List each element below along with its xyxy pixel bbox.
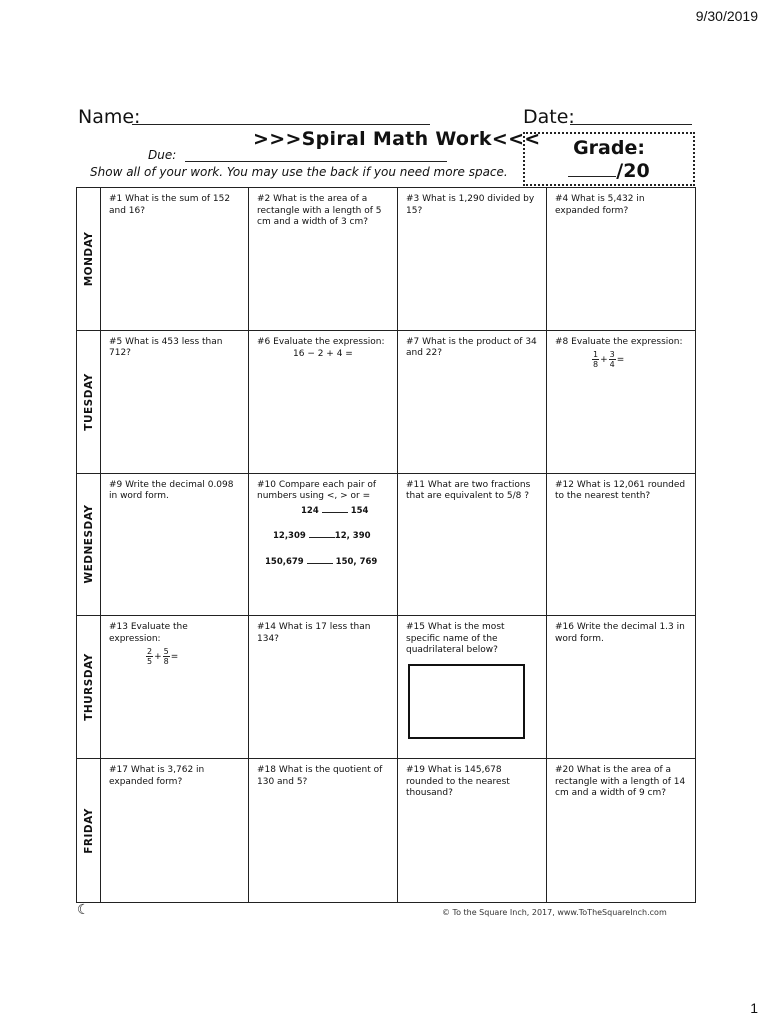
name-label: Name:	[78, 106, 141, 128]
fraction: $\frac{5}{8}$	[163, 647, 169, 667]
due-line	[185, 161, 447, 162]
problem-10: #10 Compare each pair of numbers using <, > or = 124 154 12,309 12, 390 150,679 150, 769	[249, 474, 398, 617]
date-line	[570, 124, 692, 125]
grade-score	[523, 160, 695, 182]
problem-19: #19 What is 145,678 rounded to the nearest thousand?	[398, 759, 547, 902]
problem-5: #5 What is 453 less than 712?	[101, 331, 249, 474]
problem-2: #2 What is the area of a rectangle with a length of 5 cm and a width of 3 cm?	[249, 188, 398, 331]
due-label: Due:	[148, 148, 177, 162]
date-label: Date:	[523, 106, 575, 128]
fraction: $\frac{1}{8}$	[593, 350, 599, 370]
problem-13: #13 Evaluate the expression: $\frac{2}{5}$ + $\frac{5}{8}$ =	[101, 616, 249, 759]
problem-14: #14 What is 17 less than 134?	[249, 616, 398, 759]
grade-total: /20	[616, 160, 650, 182]
problem-6: #6 Evaluate the expression: 16 − 2 + 4 =	[249, 331, 398, 474]
compare-pair: 124 154	[301, 505, 369, 516]
instructions: Show all of your work. You may use the back if you need more space.	[90, 165, 508, 179]
problem-grid	[76, 187, 696, 903]
problem-3: #3 What is 1,290 divided by 15?	[398, 188, 547, 331]
moon-icon: ☾	[77, 902, 90, 918]
page-number: 1	[750, 1000, 758, 1016]
problem-16: #16 Write the decimal 1.3 in word form.	[547, 616, 695, 759]
problem-1: #1 What is the sum of 152 and 16?	[101, 188, 249, 331]
problem-20: #20 What is the area of a rectangle with a length of 14 cm and a width of 9 cm?	[555, 765, 686, 799]
day-label-thursday: THURSDAY	[77, 616, 101, 759]
day-label-wednesday: WEDNESDAY	[77, 474, 101, 617]
problem-18: #18 What is the quotient of 130 and 5?	[249, 759, 398, 902]
print-date: 9/30/2019	[695, 8, 758, 24]
grade-label: Grade:	[573, 137, 645, 159]
fraction: $\frac{2}{5}$	[147, 647, 153, 667]
day-label-friday: FRIDAY	[77, 759, 101, 902]
name-line	[132, 124, 430, 125]
problem-8-expression: $\frac{1}{8}$ + $\frac{3}{4}$ =	[593, 350, 625, 370]
grade-blank	[568, 160, 616, 177]
quadrilateral-figure	[408, 664, 525, 739]
problem-15: #15 What is the most specific name of the quadrilateral below?	[398, 616, 547, 759]
worksheet-title: >>>Spiral Math Work<<<	[253, 128, 541, 150]
compare-pair: 12,309 12, 390	[273, 531, 371, 542]
problem-8: #8 Evaluate the expression: $\frac{1}{8}$ + $\frac{3}{4}$ =	[547, 331, 695, 474]
copyright-notice: © To the Square Inch, 2017, www.ToTheSquareInch.com	[442, 908, 667, 917]
problem-7: #7 What is the product of 34 and 22?	[398, 331, 547, 474]
problem-12: #12 What is 12,061 rounded to the nearest tenth?	[547, 474, 695, 617]
problem-17: #17 What is 3,762 in expanded form?	[101, 759, 249, 902]
problem-11: #11 What are two fractions that are equivalent to 5/8 ?	[398, 474, 547, 617]
problem-4: #4 What is 5,432 in expanded form?	[547, 188, 695, 331]
compare-pair: 150,679 150, 769	[265, 556, 378, 567]
problem-9: #9 Write the decimal 0.098 in word form.	[101, 474, 249, 617]
problem-6-expression: 16 − 2 + 4 =	[293, 349, 353, 360]
problem-13-expression: $\frac{2}{5}$ + $\frac{5}{8}$ =	[147, 647, 179, 667]
day-label-tuesday: TUESDAY	[77, 331, 101, 474]
fraction: $\frac{3}{4}$	[609, 350, 615, 370]
day-label-monday: MONDAY	[77, 188, 101, 331]
